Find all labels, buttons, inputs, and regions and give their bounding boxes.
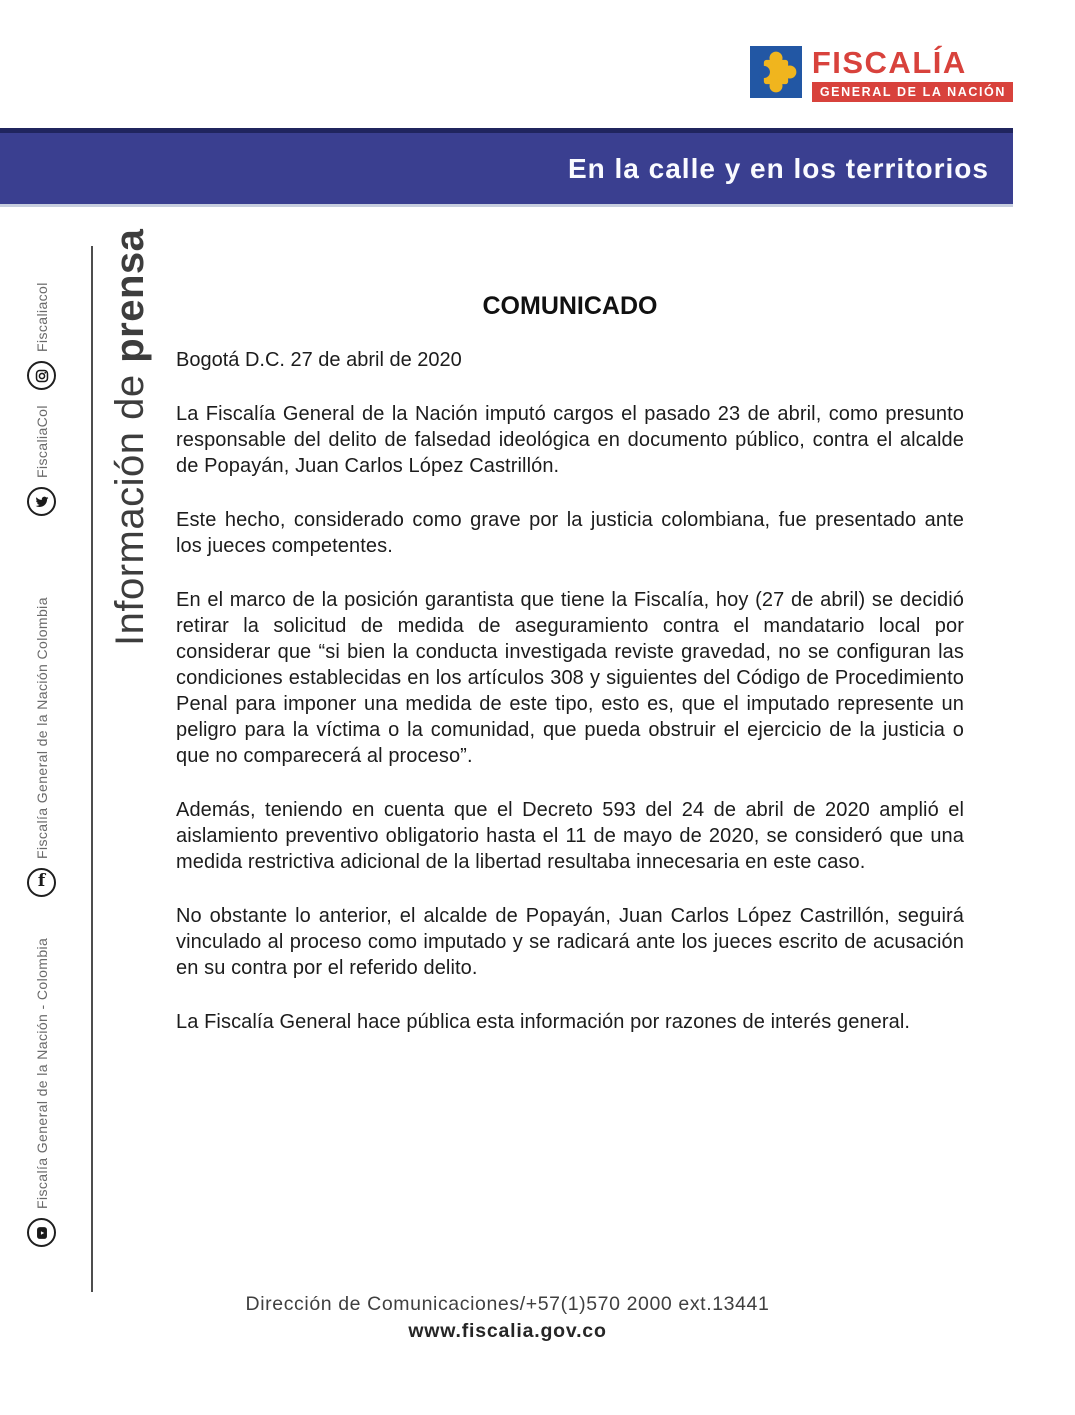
paragraph-4: Además, teniendo en cuenta que el Decreto 593 del 24 de abril de 2020 amplió el aislamiento preventivo obligatorio hasta el 11 de mayo de 2020, se consideró que una medida restrictiva adicional de la libertad resultaba innecesaria en este caso. [176, 799, 964, 873]
campaign-banner-text: En la calle y en los territorios [567, 152, 989, 184]
logo-title: FISCALÍA [811, 45, 967, 80]
website-url: www.fiscalia.gov.co [408, 1320, 607, 1342]
paragraph-6: La Fiscalía General hace pública esta información por razones de interés general. [176, 1011, 911, 1033]
communications-contact: Dirección de Comunicaciones/+57(1)570 2000 ext.13441 [245, 1293, 770, 1315]
press-info-title-regular: Información de [108, 362, 152, 646]
paragraph-5: No obstante lo anterior, el alcalde de Popayán, Juan Carlos López Castrillón, seguirá vinculado al proceso como imputado y se radicará ante los jueces escrito de acusación en su contra por el referido delito. [176, 905, 964, 979]
fiscalia-logo [750, 46, 1013, 102]
puzzle-icon [750, 46, 802, 98]
social-handle-label: Fiscalía General de la Nación - Colombia [33, 937, 50, 1209]
press-info-vertical-title [106, 229, 154, 646]
logo-subtitle: GENERAL DE LA NACIÓN [812, 82, 1013, 102]
sidebar-divider-line [91, 246, 93, 1292]
social-handle-label: Fiscalía General de la Nación Colombia [33, 597, 50, 859]
press-info-title-bold: prensa [108, 228, 152, 363]
document-body [176, 293, 964, 1035]
facebook-icon: f [27, 868, 56, 897]
campaign-banner [0, 128, 1013, 207]
paragraph-2: Este hecho, considerado como grave por la justicia colombiana, fue presentado ante los jueces competentes. [176, 509, 964, 557]
social-entry-twitter [27, 405, 56, 516]
dateline: Bogotá D.C. 27 de abril de 2020 [176, 349, 462, 371]
social-entry-instagram [27, 282, 56, 390]
document-footer [0, 1293, 1015, 1343]
social-handle-label: FiscaliaCol [33, 405, 50, 478]
social-entry-facebook [27, 597, 56, 897]
twitter-icon [27, 487, 56, 516]
page-title: COMUNICADO [482, 292, 658, 320]
youtube-icon [27, 1218, 56, 1247]
instagram-icon [27, 361, 56, 390]
social-handle-label: Fiscaliacol [33, 282, 50, 352]
paragraph-3: En el marco de la posición garantista que tiene la Fiscalía, hoy (27 de abril) se decidió retirar la solicitud de medida de aseguramiento contra el mandatario local por considerar que “si bien la conducta investigada reviste gravedad, no se configuran las condiciones establecidas en los artículos 308 y siguientes del Código de Procedimiento Penal para imponer una medida de este tipo, esto es, que el imputado represente un peligro para la víctima o la comunidad, que pueda obstruir el ejercicio de la justicia o que no comparecerá al proceso”. [176, 589, 964, 767]
social-entry-youtube [27, 938, 56, 1247]
paragraph-1: La Fiscalía General de la Nación imputó cargos el pasado 23 de abril, como presunto responsable del delito de falsedad ideológica en documento público, contra el alcalde de Popayán, Juan Carlos López Castrillón. [176, 403, 964, 477]
